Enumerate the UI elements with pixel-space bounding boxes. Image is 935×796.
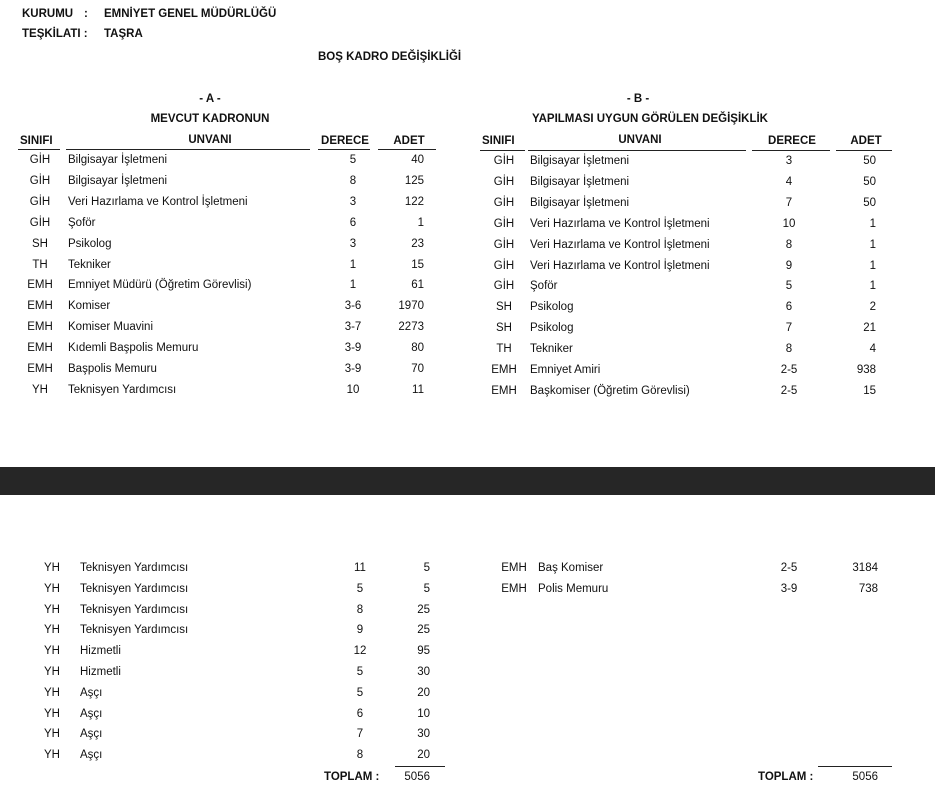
row-adet: 1 — [869, 217, 876, 230]
section-b-col-derece: DERECE — [768, 135, 816, 147]
row-derece: 6 — [349, 216, 357, 229]
section-a-col-adet: ADET — [393, 135, 425, 147]
row-derece: 3 — [785, 155, 793, 167]
row-derece: 4 — [785, 175, 793, 188]
row-adet: 938 — [856, 364, 876, 376]
row-derece: 3-9 — [344, 342, 362, 355]
row-sinif: YH — [44, 707, 60, 720]
row-derece: 2-5 — [780, 384, 798, 397]
row-sinif: GİH — [29, 216, 51, 229]
row-adet: 20 — [417, 686, 430, 699]
row-sinif: EMH — [27, 321, 53, 334]
section-a-col-unvan: UNVANI — [188, 134, 232, 146]
row-unvan: Teknisyen Yardımcısı — [80, 562, 189, 574]
row-derece: 5 — [356, 582, 364, 595]
row-unvan: Teknisyen Yardımcısı — [80, 624, 189, 637]
section-b-sinif-underline — [480, 150, 525, 151]
row-derece: 8 — [349, 174, 357, 187]
section-a-col-derece: DERECE — [321, 135, 369, 147]
row-adet: 30 — [417, 666, 430, 678]
row-adet: 20 — [417, 749, 430, 762]
row-unvan: Komiser — [68, 300, 111, 313]
row-unvan: Aşçı — [80, 686, 103, 699]
row-unvan: Bilgisayar İşletmeni — [530, 155, 630, 167]
row-derece: 7 — [785, 196, 793, 209]
kurum-label: KURUMU — [22, 8, 74, 20]
row-unvan: Bilgisayar İşletmeni — [530, 196, 630, 209]
row-sinif: YH — [32, 383, 48, 396]
row-sinif: GİH — [493, 217, 515, 230]
row-unvan: Veri Hazırlama ve Kontrol İşletmeni — [530, 217, 710, 230]
row-adet: 50 — [863, 196, 876, 209]
row-unvan: Bilgisayar İşletmeni — [68, 174, 168, 187]
section-a-unvan-underline — [66, 149, 310, 150]
row-unvan: Teknisyen Yardımcısı — [68, 383, 177, 396]
row-sinif: EMH — [27, 342, 53, 355]
row-unvan: Polis Memuru — [538, 582, 609, 595]
row-sinif: SH — [32, 237, 48, 250]
row-unvan: Bilgisayar İşletmeni — [68, 154, 168, 166]
row-derece: 5 — [349, 154, 357, 166]
row-sinif: EMH — [491, 364, 517, 376]
row-derece: 8 — [785, 343, 793, 356]
row-unvan: Veri Hazırlama ve Kontrol İşletmeni — [530, 259, 710, 272]
row-adet: 5 — [423, 562, 430, 574]
row-sinif: YH — [44, 728, 60, 741]
section-a-title: MEVCUT KADRONUN — [150, 113, 270, 125]
row-unvan: Başpolis Memuru — [68, 363, 157, 375]
section-a-total-label: TOPLAM : — [324, 771, 380, 783]
row-derece: 2-5 — [780, 562, 798, 574]
row-sinif: YH — [44, 686, 60, 699]
row-unvan: Şoför — [68, 216, 96, 229]
row-adet: 10 — [417, 707, 430, 720]
row-adet: 2 — [869, 301, 876, 314]
row-unvan: Başkomiser (Öğretim Görevlisi) — [530, 384, 690, 397]
row-unvan: Baş Komiser — [538, 562, 604, 574]
row-unvan: Aşçı — [80, 707, 103, 720]
section-a-sinif-underline — [18, 149, 60, 150]
row-sinif: GİH — [493, 280, 515, 293]
row-derece: 12 — [353, 645, 367, 658]
row-sinif: GİH — [493, 259, 515, 272]
section-b-unvan-underline — [528, 150, 746, 151]
row-sinif: SH — [496, 322, 512, 335]
row-unvan: Şoför — [530, 280, 558, 293]
row-sinif: GİH — [29, 154, 51, 166]
row-adet: 80 — [411, 342, 424, 355]
row-adet: 50 — [863, 155, 876, 167]
row-derece: 6 — [785, 301, 793, 314]
row-unvan: Emniyet Amiri — [530, 364, 601, 376]
section-b-col-unvan: UNVANI — [618, 134, 662, 146]
section-b-letter: - B - — [626, 93, 650, 105]
row-derece: 3-7 — [344, 321, 362, 334]
row-adet: 25 — [417, 624, 430, 637]
row-sinif: EMH — [501, 582, 527, 595]
row-adet: 2273 — [398, 321, 424, 334]
row-unvan: Komiser Muavini — [68, 321, 153, 334]
row-derece: 5 — [785, 280, 793, 293]
row-adet: 70 — [411, 363, 424, 375]
row-sinif: YH — [44, 749, 60, 762]
row-unvan: Hizmetli — [80, 666, 121, 678]
section-b-col-adet: ADET — [850, 135, 882, 147]
row-sinif: GİH — [493, 175, 515, 188]
row-derece: 3 — [349, 237, 357, 250]
section-b-total-line — [818, 766, 892, 767]
section-a-total-line — [395, 766, 445, 767]
row-adet: 15 — [411, 258, 424, 271]
row-unvan: Teknisyen Yardımcısı — [80, 603, 189, 616]
row-sinif: GİH — [493, 238, 515, 251]
row-unvan: Aşçı — [80, 728, 103, 741]
row-sinif: TH — [496, 343, 512, 356]
row-adet: 40 — [411, 154, 424, 166]
row-adet: 738 — [858, 582, 878, 595]
row-derece: 7 — [356, 728, 364, 741]
section-b-total-value: 5056 — [852, 771, 878, 783]
row-unvan: Tekniker — [530, 343, 573, 356]
row-sinif: YH — [44, 603, 60, 616]
row-adet: 30 — [417, 728, 430, 741]
row-sinif: YH — [44, 582, 60, 595]
section-b-title: YAPILMASI UYGUN GÖRÜLEN DEĞİŞİKLİK — [532, 113, 768, 125]
row-derece: 3-9 — [344, 363, 362, 375]
row-adet: 61 — [411, 279, 424, 292]
row-derece: 3-6 — [344, 300, 362, 313]
row-adet: 15 — [863, 384, 876, 397]
row-unvan: Hizmetli — [80, 645, 121, 658]
section-a-letter: - A - — [199, 93, 221, 105]
row-unvan: Tekniker — [68, 258, 111, 271]
row-adet: 4 — [869, 343, 876, 356]
row-sinif: EMH — [27, 300, 53, 313]
section-a-derece-underline — [318, 149, 370, 150]
section-b-adet-underline — [836, 150, 892, 151]
row-sinif: TH — [32, 258, 48, 271]
row-adet: 3184 — [852, 562, 878, 574]
row-derece: 5 — [356, 686, 364, 699]
kurum-value: EMNİYET GENEL MÜDÜRLÜĞÜ — [104, 8, 277, 20]
row-unvan: Psikolog — [530, 301, 574, 314]
row-adet: 1 — [869, 259, 876, 272]
section-a-adet-underline — [378, 149, 436, 150]
row-derece: 1 — [349, 279, 357, 292]
teskilat-value: TAŞRA — [104, 28, 143, 40]
row-sinif: GİH — [493, 196, 515, 209]
row-derece: 8 — [785, 238, 793, 251]
row-adet: 23 — [411, 237, 424, 250]
row-adet: 125 — [404, 174, 424, 187]
row-adet: 1970 — [398, 300, 424, 313]
row-adet: 1 — [417, 216, 424, 229]
row-derece: 3-9 — [780, 582, 798, 595]
section-a-col-sinif: SINIFI — [20, 135, 53, 147]
row-unvan: Teknisyen Yardımcısı — [80, 582, 189, 595]
page-separator-band — [0, 467, 935, 495]
row-adet: 21 — [863, 322, 876, 335]
section-b-derece-underline — [752, 150, 830, 151]
row-unvan: Veri Hazırlama ve Kontrol İşletmeni — [68, 195, 248, 208]
teskilat-label: TEŞKİLATI : — [22, 28, 88, 40]
row-sinif: GİH — [29, 174, 51, 187]
kurum-colon: : — [84, 8, 88, 20]
row-derece: 1 — [349, 258, 357, 271]
row-sinif: GİH — [29, 195, 51, 208]
row-derece: 6 — [356, 707, 364, 720]
row-sinif: YH — [44, 624, 60, 637]
row-derece: 10 — [346, 383, 360, 396]
row-derece: 3 — [349, 195, 357, 208]
row-sinif: EMH — [27, 279, 53, 292]
row-unvan: Psikolog — [68, 237, 112, 250]
row-derece: 2-5 — [780, 364, 798, 376]
row-adet: 95 — [417, 645, 430, 658]
row-adet: 1 — [869, 280, 876, 293]
row-sinif: EMH — [501, 562, 527, 574]
section-b-col-sinif: SINIFI — [482, 135, 515, 147]
row-unvan: Emniyet Müdürü (Öğretim Görevlisi) — [68, 279, 252, 292]
row-sinif: YH — [44, 562, 60, 574]
row-derece: 8 — [356, 749, 364, 762]
row-sinif: EMH — [491, 384, 517, 397]
row-unvan: Psikolog — [530, 322, 574, 335]
row-derece: 11 — [354, 562, 366, 574]
row-adet: 122 — [404, 195, 424, 208]
row-adet: 11 — [412, 383, 424, 396]
row-adet: 1 — [869, 238, 876, 251]
row-sinif: SH — [496, 301, 512, 314]
row-unvan: Kıdemli Başpolis Memuru — [68, 342, 199, 355]
row-unvan: Veri Hazırlama ve Kontrol İşletmeni — [530, 238, 710, 251]
row-derece: 10 — [782, 217, 796, 230]
row-sinif: YH — [44, 666, 60, 678]
row-derece: 9 — [785, 259, 793, 272]
row-adet: 5 — [423, 582, 430, 595]
row-derece: 9 — [356, 624, 364, 637]
row-adet: 50 — [863, 175, 876, 188]
row-derece: 8 — [356, 603, 364, 616]
row-derece: 5 — [356, 666, 364, 678]
section-a-total-value: 5056 — [404, 771, 430, 783]
section-b-total-label: TOPLAM : — [758, 771, 814, 783]
row-derece: 7 — [785, 322, 793, 335]
page-title: BOŞ KADRO DEĞİŞİKLİĞİ — [318, 51, 462, 63]
row-adet: 25 — [417, 603, 430, 616]
row-unvan: Bilgisayar İşletmeni — [530, 175, 630, 188]
row-sinif: GİH — [493, 155, 515, 167]
row-sinif: EMH — [27, 363, 53, 375]
row-unvan: Aşçı — [80, 749, 103, 762]
row-sinif: YH — [44, 645, 60, 658]
